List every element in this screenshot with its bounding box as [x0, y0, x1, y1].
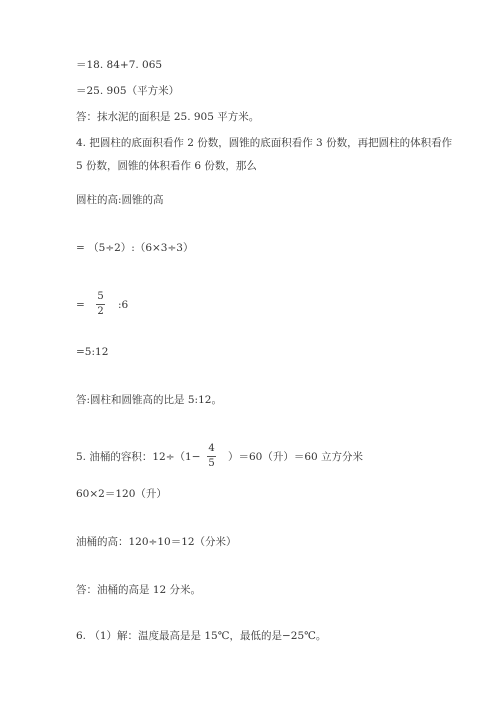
equals-sign: =: [76, 299, 85, 311]
fraction-numerator: 5: [97, 291, 104, 302]
question-5-line: [76, 443, 406, 471]
ratio-suffix: :6: [118, 299, 129, 311]
barrel-suffix: ）＝60（升）＝60 立方分米: [228, 451, 364, 463]
fraction-5-over-2: [96, 291, 105, 318]
fraction-numerator: 4: [208, 443, 215, 454]
height-line: 油桶的高：120÷10＝12（分米）: [76, 536, 237, 548]
question-4-line-1: 4. 把圆柱的底面积看作 2 份数，圆锥的底面积看作 3 份数，再把圆柱的体积看作: [76, 137, 453, 149]
question-4-line-2: 5 份数，圆锥的体积看作 6 份数，那么: [76, 160, 257, 172]
volume-line: 60×2＝120（升）: [76, 488, 167, 500]
barrel-prefix: 5. 油桶的容积：12÷（1−: [76, 451, 201, 463]
ratio-step-3: =5:12: [76, 346, 109, 358]
fraction-bar: [96, 304, 105, 305]
ratio-step-1: = （5÷2）:（6×3÷3）: [76, 242, 194, 254]
ratio-answer: 答:圆柱和圆锥高的比是 5:12。: [76, 394, 222, 406]
ratio-step-2: [76, 291, 196, 319]
calc-line-1: ＝18. 84+7. 065: [76, 59, 163, 71]
height-answer: 答：油桶的高是 12 分米。: [76, 584, 202, 596]
fraction-bar: [207, 456, 216, 457]
question-6-line: 6. （1）解：温度最高是是 15℃，最低的是−25℃。: [76, 630, 327, 642]
ratio-heading: 圆柱的高:圆锥的高: [76, 194, 164, 206]
answer-line-3: 答：抹水泥的面积是 25. 905 平方米。: [76, 111, 260, 123]
fraction-denominator: 5: [208, 458, 215, 469]
calc-line-2: ＝25. 905（平方米）: [76, 85, 180, 97]
fraction-denominator: 2: [97, 306, 104, 317]
fraction-4-over-5: [207, 443, 216, 470]
